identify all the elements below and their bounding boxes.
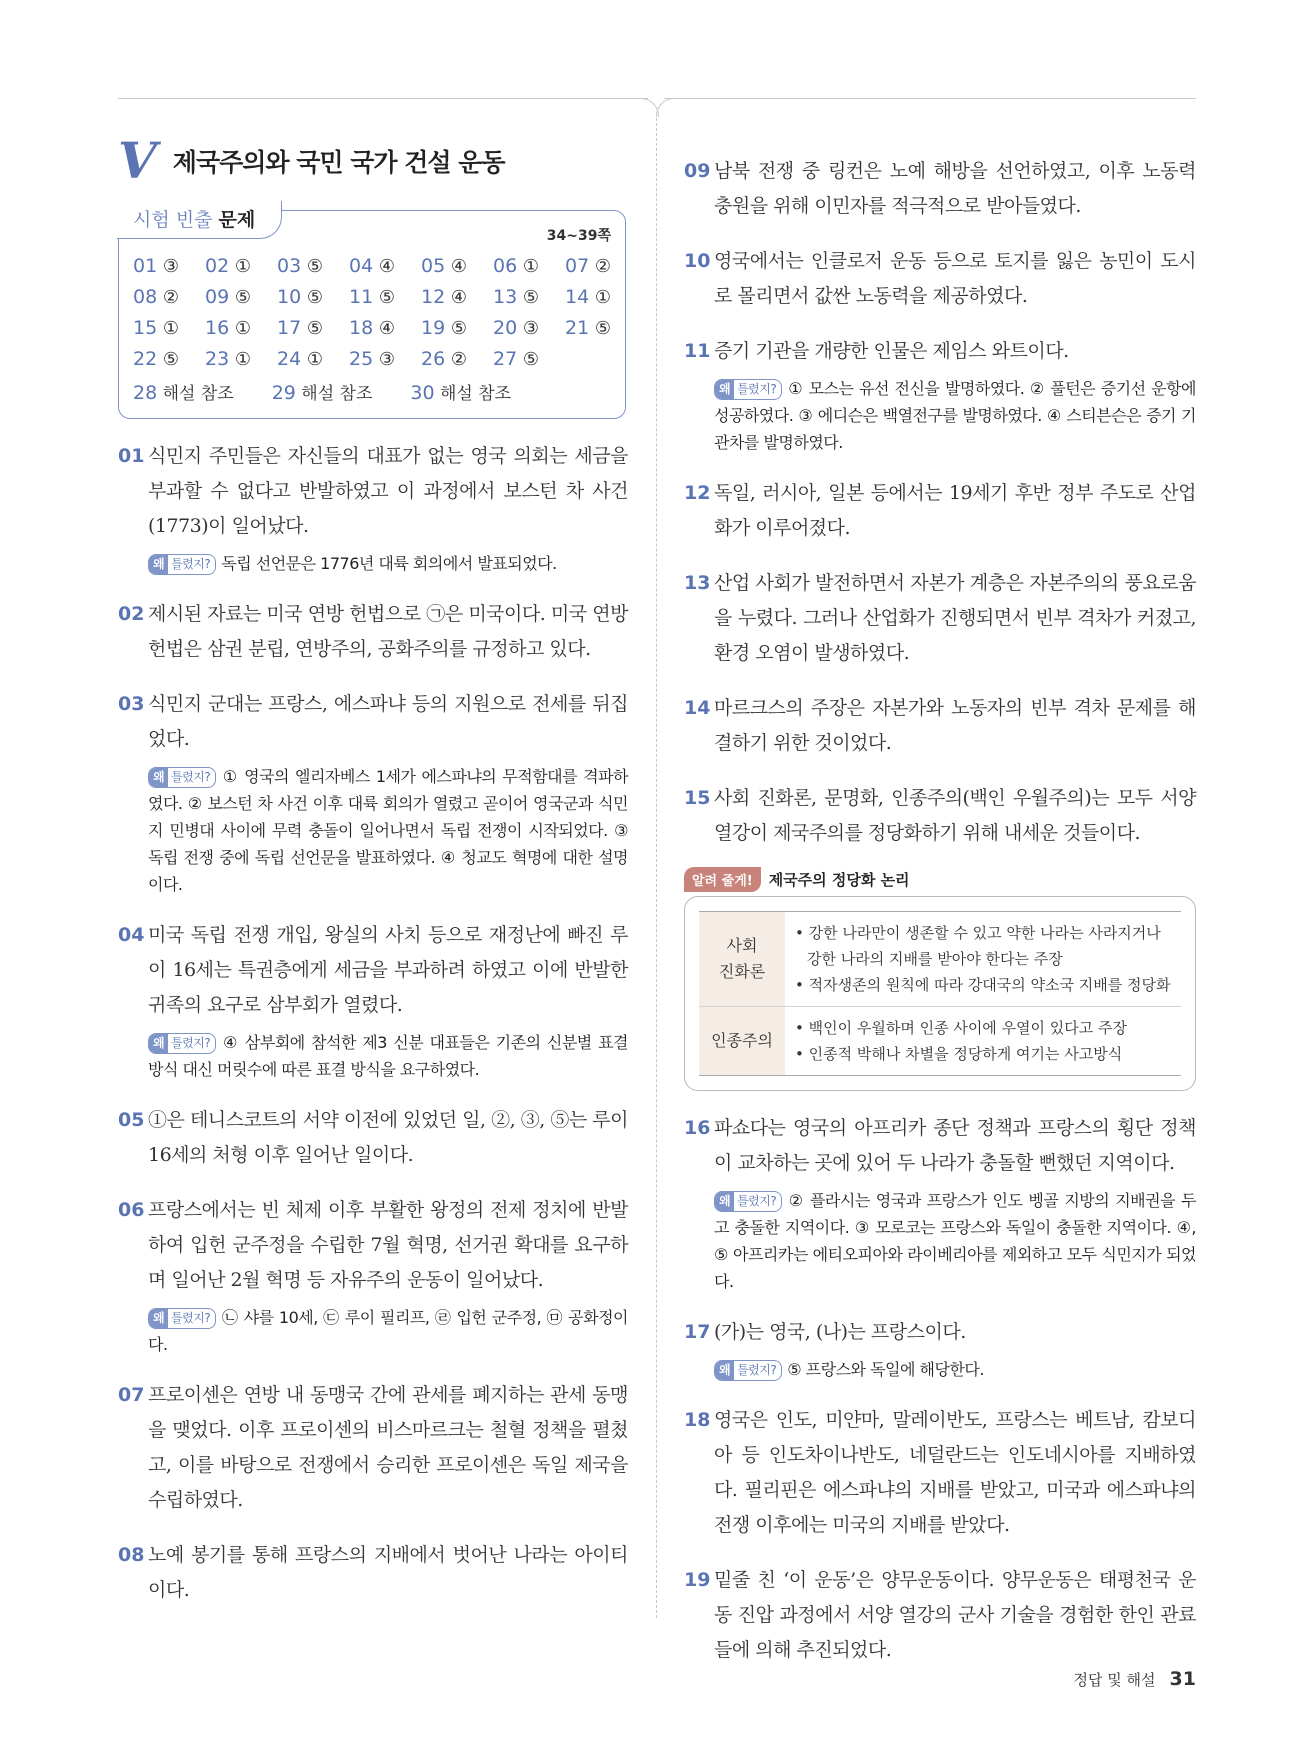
why-wrong-note <box>148 550 628 577</box>
explanation-text: 노예 봉기를 통해 프랑스의 지배에서 벗어난 나라는 아이티이다. <box>148 1544 628 1601</box>
answer-choice: ② <box>162 287 180 308</box>
answer-cell <box>205 286 277 311</box>
answer-choice: ⑤ <box>378 287 396 308</box>
why-wrong-badge <box>148 1308 216 1329</box>
why-wrong-badge <box>148 1033 216 1054</box>
explanation-text: 프로이센은 연방 내 동맹국 간에 관세를 폐지하는 관세 동맹을 맺었다. 이후 프로이센의 비스마르크는 철혈 정책을 펼쳤고, 이를 바탕으로 전쟁에서 승리한 프로이센은 독일 제국을 수립하였다. <box>148 1384 628 1511</box>
tip-table <box>699 911 1181 1076</box>
why-wrong-text: ⑤ 프랑스와 독일에 해당한다. <box>787 1360 984 1379</box>
why-badge-label-2: 틀렸지? <box>171 557 211 571</box>
answer-grid-essay <box>133 379 611 404</box>
answer-cell-essay <box>133 379 234 404</box>
explanation-text: 파쇼다는 영국의 아프리카 종단 정책과 프랑스의 횡단 정책이 교차하는 곳에 있어 두 나라가 충돌할 뻔했던 지역이다. <box>714 1117 1196 1174</box>
answer-number: 08 <box>133 286 158 308</box>
explanation-body <box>148 1193 628 1358</box>
top-rule-curve-right <box>656 98 675 117</box>
why-wrong-text: ② 플라시는 영국과 프랑스가 인도 벵골 지방의 지배권을 두고 충돌한 지역이다. ③ 모로코는 프랑스와 독일이 충돌한 지역이다. ④, ⑤ 아프리카는 에티오피아와 라이베리아를 제외하고 모두 식민지가 되었다. <box>714 1191 1196 1291</box>
question-number: 02 <box>118 603 145 625</box>
answer-key-box <box>118 210 626 419</box>
question-number: 19 <box>684 1569 711 1591</box>
answer-number: 24 <box>277 348 302 370</box>
answer-choice: ③ <box>522 318 540 339</box>
answer-cell <box>205 255 277 280</box>
tip-row-content <box>785 1007 1133 1075</box>
page-number: 31 <box>1169 1668 1196 1690</box>
explanation-body <box>148 687 628 898</box>
explanation-body <box>714 781 1196 851</box>
answer-number: 11 <box>349 286 374 308</box>
answer-cell <box>493 317 565 342</box>
answer-number: 25 <box>349 348 374 370</box>
explanation-text: 산업 사회가 발전하면서 자본가 계층은 자본주의의 풍요로움을 누렸다. 그러나 산업화가 진행되면서 빈부 격차가 커졌고, 환경 오염이 발생하였다. <box>714 572 1196 664</box>
question-number: 15 <box>684 787 711 809</box>
why-badge-label-2: 틀렸지? <box>171 1311 211 1325</box>
answer-cell <box>277 317 349 342</box>
answer-number: 22 <box>133 348 158 370</box>
question-number: 01 <box>118 445 145 467</box>
answer-number: 09 <box>205 286 230 308</box>
answer-cell <box>277 286 349 311</box>
explanation-body <box>714 476 1196 546</box>
answer-cell <box>133 255 205 280</box>
answer-number: 16 <box>205 317 230 339</box>
why-badge-label-1: 왜 <box>149 1034 168 1053</box>
answer-choice: ① <box>234 256 252 277</box>
why-wrong-badge <box>714 1191 782 1212</box>
question-number: 11 <box>684 340 711 362</box>
unit-title: 제국주의와 국민 국가 건설 운동 <box>172 148 505 177</box>
answer-cell <box>349 348 421 373</box>
explanation-body <box>148 597 628 667</box>
answer-choice: ⑤ <box>306 256 324 277</box>
tip-bullet: • 백인이 우월하며 인종 사이에 우열이 있다고 주장 <box>795 1019 1128 1037</box>
answer-number: 20 <box>493 317 518 339</box>
answer-cell <box>205 317 277 342</box>
explanation-body <box>714 691 1196 761</box>
answer-choice: ① <box>594 287 612 308</box>
answer-cell <box>565 255 637 280</box>
answer-number: 10 <box>277 286 302 308</box>
question-number: 13 <box>684 572 711 594</box>
tip-box <box>684 867 1196 1091</box>
question-number: 04 <box>118 924 145 946</box>
explanation-body <box>714 244 1196 314</box>
explanation-item <box>684 1111 1196 1295</box>
explanation-body <box>148 439 628 577</box>
question-number: 16 <box>684 1117 711 1139</box>
answer-cell <box>565 317 637 342</box>
explanation-body <box>714 1403 1196 1543</box>
explanation-text: 제시된 자료는 미국 연방 헌법으로 ㉠은 미국이다. 미국 연방 헌법은 삼권 분립, 연방주의, 공화주의를 규정하고 있다. <box>148 603 628 660</box>
why-wrong-note <box>148 763 628 898</box>
why-badge-label-1: 왜 <box>715 380 734 399</box>
answer-cell <box>133 317 205 342</box>
answer-number: 29 <box>271 382 296 404</box>
answer-choice: ① <box>234 349 252 370</box>
why-badge-label-2: 틀렸지? <box>737 382 777 396</box>
explanation-text: 프랑스에서는 빈 체제 이후 부활한 왕정의 전제 정치에 반발하여 입헌 군주정을 수립한 7월 혁명, 선거권 확대를 요구하며 일어난 2월 혁명 등 자유주의 운동이 일어났다. <box>148 1199 628 1291</box>
answer-cell <box>205 348 277 373</box>
top-rule-right <box>664 98 1196 99</box>
why-badge-label-2: 틀렸지? <box>171 770 211 784</box>
explanation-item <box>684 334 1196 456</box>
explanation-item <box>684 566 1196 671</box>
answer-cell <box>565 286 637 311</box>
explanation-item <box>118 1103 628 1173</box>
explanation-text: (가)는 영국, (나)는 프랑스이다. <box>714 1321 966 1343</box>
answer-choice: ② <box>594 256 612 277</box>
why-badge-label-2: 틀렸지? <box>737 1363 777 1377</box>
answer-choice: ① <box>306 349 324 370</box>
answer-cell <box>421 286 493 311</box>
answer-number: 01 <box>133 255 158 277</box>
explanation-text: 증기 기관을 개량한 인물은 제임스 와트이다. <box>714 340 1069 362</box>
question-number: 03 <box>118 693 145 715</box>
explanation-body <box>148 1378 628 1518</box>
why-wrong-badge <box>148 767 216 788</box>
explanation-item <box>684 154 1196 224</box>
tip-row-label: 인종주의 <box>699 1007 785 1075</box>
why-badge-label-1: 왜 <box>715 1192 734 1211</box>
answer-choice: ⑤ <box>162 349 180 370</box>
answer-cell <box>493 286 565 311</box>
why-badge-label-1: 왜 <box>149 1309 168 1328</box>
question-number: 18 <box>684 1409 711 1431</box>
answer-choice: ⑤ <box>450 318 468 339</box>
answer-number: 18 <box>349 317 374 339</box>
question-number: 08 <box>118 1544 145 1566</box>
answer-number: 05 <box>421 255 446 277</box>
answer-choice: ⑤ <box>522 287 540 308</box>
right-explanations-b <box>684 1111 1196 1668</box>
answer-cell <box>349 317 421 342</box>
explanation-item <box>118 597 628 667</box>
explanation-text: ①은 테니스코트의 서약 이전에 있었던 일, ②, ③, ⑤는 루이 16세의 처형 이후 일어난 일이다. <box>148 1109 628 1166</box>
answer-number: 14 <box>565 286 590 308</box>
answer-number: 02 <box>205 255 230 277</box>
tip-row-content <box>785 912 1181 1006</box>
right-column <box>684 134 1196 1668</box>
left-explanations <box>118 439 628 1608</box>
tip-row-label: 사회 진화론 <box>699 912 785 1006</box>
explanation-text: 식민지 군대는 프랑스, 에스파냐 등의 지원으로 전세를 뒤집었다. <box>148 693 628 750</box>
why-wrong-note <box>714 375 1196 456</box>
explanation-item <box>118 439 628 577</box>
answer-cell <box>493 348 565 373</box>
tip-title: 제국주의 정당화 논리 <box>768 871 910 889</box>
question-number: 12 <box>684 482 711 504</box>
answer-choice: ① <box>522 256 540 277</box>
tip-header <box>684 867 1196 892</box>
answer-number: 23 <box>205 348 230 370</box>
answer-choice: ④ <box>450 287 468 308</box>
explanation-text: 영국에서는 인클로저 운동 등으로 토지를 잃은 농민이 도시로 몰리면서 값싼 노동력을 제공하였다. <box>714 250 1196 307</box>
answer-number: 03 <box>277 255 302 277</box>
explanation-item <box>684 1563 1196 1668</box>
explanation-body <box>148 918 628 1083</box>
explanation-body <box>148 1538 628 1608</box>
footer-label: 정답 및 해설 <box>1073 1671 1156 1689</box>
answer-cell <box>421 317 493 342</box>
answer-key-tab-label-2: 문제 <box>218 209 256 231</box>
answer-number: 13 <box>493 286 518 308</box>
answer-cell <box>277 255 349 280</box>
explanation-item <box>118 918 628 1083</box>
answer-choice: ⑤ <box>234 287 252 308</box>
explanation-text: 미국 독립 전쟁 개입, 왕실의 사치 등으로 재정난에 빠진 루이 16세는 특권층에게 세금을 부과하려 하였고 이에 반발한 귀족의 요구로 삼부회가 열렸다. <box>148 924 628 1016</box>
explanation-item <box>118 1193 628 1358</box>
answer-number: 26 <box>421 348 446 370</box>
answer-number: 19 <box>421 317 446 339</box>
answer-number: 06 <box>493 255 518 277</box>
answer-choice: ⑤ <box>306 287 324 308</box>
answer-cell <box>421 255 493 280</box>
answer-number: 15 <box>133 317 158 339</box>
explanation-body <box>714 154 1196 224</box>
explanation-item <box>684 244 1196 314</box>
answer-note: 해설 참조 <box>439 384 512 404</box>
why-badge-label-2: 틀렸지? <box>737 1194 777 1208</box>
why-wrong-badge <box>714 379 782 400</box>
answer-choice: ③ <box>378 349 396 370</box>
tip-table-row <box>699 911 1181 1006</box>
answer-key-pages: 34~39쪽 <box>546 228 611 244</box>
explanation-text: 독일, 러시아, 일본 등에서는 19세기 후반 정부 주도로 산업화가 이루어졌다. <box>714 482 1196 539</box>
why-wrong-text: ㉡ 샤를 10세, ㉢ 루이 필리프, ㉣ 입헌 군주정, ㉤ 공화정이다. <box>148 1308 628 1354</box>
page-footer <box>1074 1668 1196 1690</box>
question-number: 10 <box>684 250 711 272</box>
why-wrong-text: 독립 선언문은 1776년 대륙 회의에서 발표되었다. <box>221 554 557 573</box>
answer-choice: ⑤ <box>306 318 324 339</box>
why-wrong-badge <box>714 1360 782 1381</box>
tip-bullet: • 강한 나라만이 생존할 수 있고 약한 나라는 사라지거나 강한 나라의 지배를 받아야 한다는 주장 <box>795 924 1161 968</box>
answer-choice: ① <box>162 318 180 339</box>
answer-cell <box>133 348 205 373</box>
explanation-body <box>714 334 1196 456</box>
answer-cell-essay <box>410 379 511 404</box>
answer-choice: ④ <box>450 256 468 277</box>
explanation-item <box>684 691 1196 761</box>
answer-note: 해설 참조 <box>162 384 234 404</box>
why-wrong-text: ④ 삼부회에 참석한 제3 신분 대표들은 기존의 신분별 표결 방식 대신 머릿수에 따른 표결 방식을 요구하였다. <box>148 1033 628 1079</box>
question-number: 05 <box>118 1109 145 1131</box>
question-number: 07 <box>118 1384 145 1406</box>
answer-choice: ③ <box>162 256 180 277</box>
answer-number: 04 <box>349 255 374 277</box>
answer-grid <box>133 255 611 373</box>
answer-number: 28 <box>133 382 158 404</box>
answer-cell <box>277 348 349 373</box>
explanation-item <box>118 687 628 898</box>
explanation-text: 밑줄 친 ‘이 운동’은 양무운동이다. 양무운동은 태평천국 운동 진압 과정에서 서양 열강의 군사 기술을 경험한 한인 관료들에 의해 추진되었다. <box>714 1569 1196 1661</box>
right-explanations-a <box>684 154 1196 851</box>
answer-key-tab-label-1: 시험 빈출 <box>133 209 213 231</box>
left-column <box>118 128 628 1608</box>
why-badge-label-1: 왜 <box>715 1361 734 1380</box>
question-number: 06 <box>118 1199 145 1221</box>
answer-cell <box>133 286 205 311</box>
explanation-text: 영국은 인도, 미얀마, 말레이반도, 프랑스는 베트남, 캄보디아 등 인도차이나반도, 네덜란드는 인도네시아를 지배하였다. 필리핀은 에스파냐의 지배를 받았고, 미국과 에스파냐의 전쟁 이후에는 미국의 지배를 받았다. <box>714 1409 1196 1536</box>
answer-number: 12 <box>421 286 446 308</box>
answer-choice: ② <box>450 349 468 370</box>
answer-note: 해설 참조 <box>301 384 373 404</box>
why-wrong-note <box>714 1187 1196 1295</box>
why-badge-label-1: 왜 <box>149 555 168 574</box>
explanation-text: 남북 전쟁 중 링컨은 노예 해방을 선언하였고, 이후 노동력 충원을 위해 이민자를 적극적으로 받아들였다. <box>714 160 1196 217</box>
explanation-item <box>684 476 1196 546</box>
tip-bullet: • 인종적 박해나 차별을 정당하게 여기는 사고방식 <box>795 1045 1123 1063</box>
why-wrong-badge <box>148 554 216 575</box>
explanation-item <box>684 1403 1196 1543</box>
answer-number: 07 <box>565 255 590 277</box>
why-wrong-note <box>714 1356 1196 1383</box>
tip-bullet: • 적자생존의 원칙에 따라 강대국의 약소국 지배를 정당화 <box>795 976 1171 994</box>
answer-choice: ⑤ <box>522 349 540 370</box>
why-wrong-text: ① 모스는 유선 전신을 발명하였다. ② 풀턴은 증기선 운항에 성공하였다. ③ 에디슨은 백열전구를 발명하였다. ④ 스티븐슨은 증기 기관차를 발명하였다. <box>714 379 1196 452</box>
tip-table-frame <box>684 896 1196 1091</box>
question-number: 17 <box>684 1321 711 1343</box>
answer-number: 17 <box>277 317 302 339</box>
answer-choice: ① <box>234 318 252 339</box>
why-badge-label-2: 틀렸지? <box>171 1036 211 1050</box>
explanation-text: 사회 진화론, 문명화, 인종주의(백인 우월주의)는 모두 서양 열강이 제국주의를 정당화하기 위해 내세운 것들이다. <box>714 787 1196 844</box>
answer-choice: ④ <box>378 318 396 339</box>
unit-numeral: V <box>118 131 157 190</box>
answer-number: 21 <box>565 317 590 339</box>
explanation-body <box>714 1315 1196 1383</box>
why-wrong-note <box>148 1029 628 1083</box>
explanation-body <box>714 1111 1196 1295</box>
explanation-body <box>714 1563 1196 1668</box>
why-wrong-note <box>148 1304 628 1358</box>
answer-key-tab <box>117 201 282 239</box>
question-number: 14 <box>684 697 711 719</box>
why-wrong-text: ① 영국의 엘리자베스 1세가 에스파냐의 무적함대를 격파하였다. ② 보스턴 차 사건 이후 대륙 회의가 열렸고 곧이어 영국군과 식민지 민병대 사이에 무력 충돌이 일어나면서 독립 전쟁이 시작되었다. ③ 독립 전쟁 중에 독립 선언문을 발표하였다. ④ 청교도 혁명에 대한 설명이다. <box>148 767 628 894</box>
why-badge-label-1: 왜 <box>149 768 168 787</box>
explanation-body <box>148 1103 628 1173</box>
explanation-item <box>684 781 1196 851</box>
answer-cell-essay <box>272 379 373 404</box>
top-rule-left <box>118 98 648 99</box>
answer-choice: ⑤ <box>594 318 612 339</box>
answer-number: 30 <box>410 382 435 404</box>
answer-number: 27 <box>493 348 518 370</box>
tip-badge: 알려 줄게! <box>684 867 761 892</box>
question-number: 09 <box>684 160 711 182</box>
explanation-text: 식민지 주민들은 자신들의 대표가 없는 영국 의회는 세금을 부과할 수 없다고 반발하였고 이 과정에서 보스턴 차 사건(1773)이 일어났다. <box>148 445 628 537</box>
answer-choice: ④ <box>378 256 396 277</box>
explanation-item <box>118 1538 628 1608</box>
explanation-body <box>714 566 1196 671</box>
answer-cell <box>349 286 421 311</box>
explanation-text: 마르크스의 주장은 자본가와 노동자의 빈부 격차 문제를 해결하기 위한 것이었다. <box>714 697 1196 754</box>
answer-cell <box>493 255 565 280</box>
tip-table-row <box>699 1006 1181 1076</box>
unit-heading <box>118 131 628 190</box>
explanation-item <box>684 1315 1196 1383</box>
answer-cell <box>421 348 493 373</box>
column-divider <box>656 118 657 1618</box>
answer-cell <box>349 255 421 280</box>
explanation-item <box>118 1378 628 1518</box>
